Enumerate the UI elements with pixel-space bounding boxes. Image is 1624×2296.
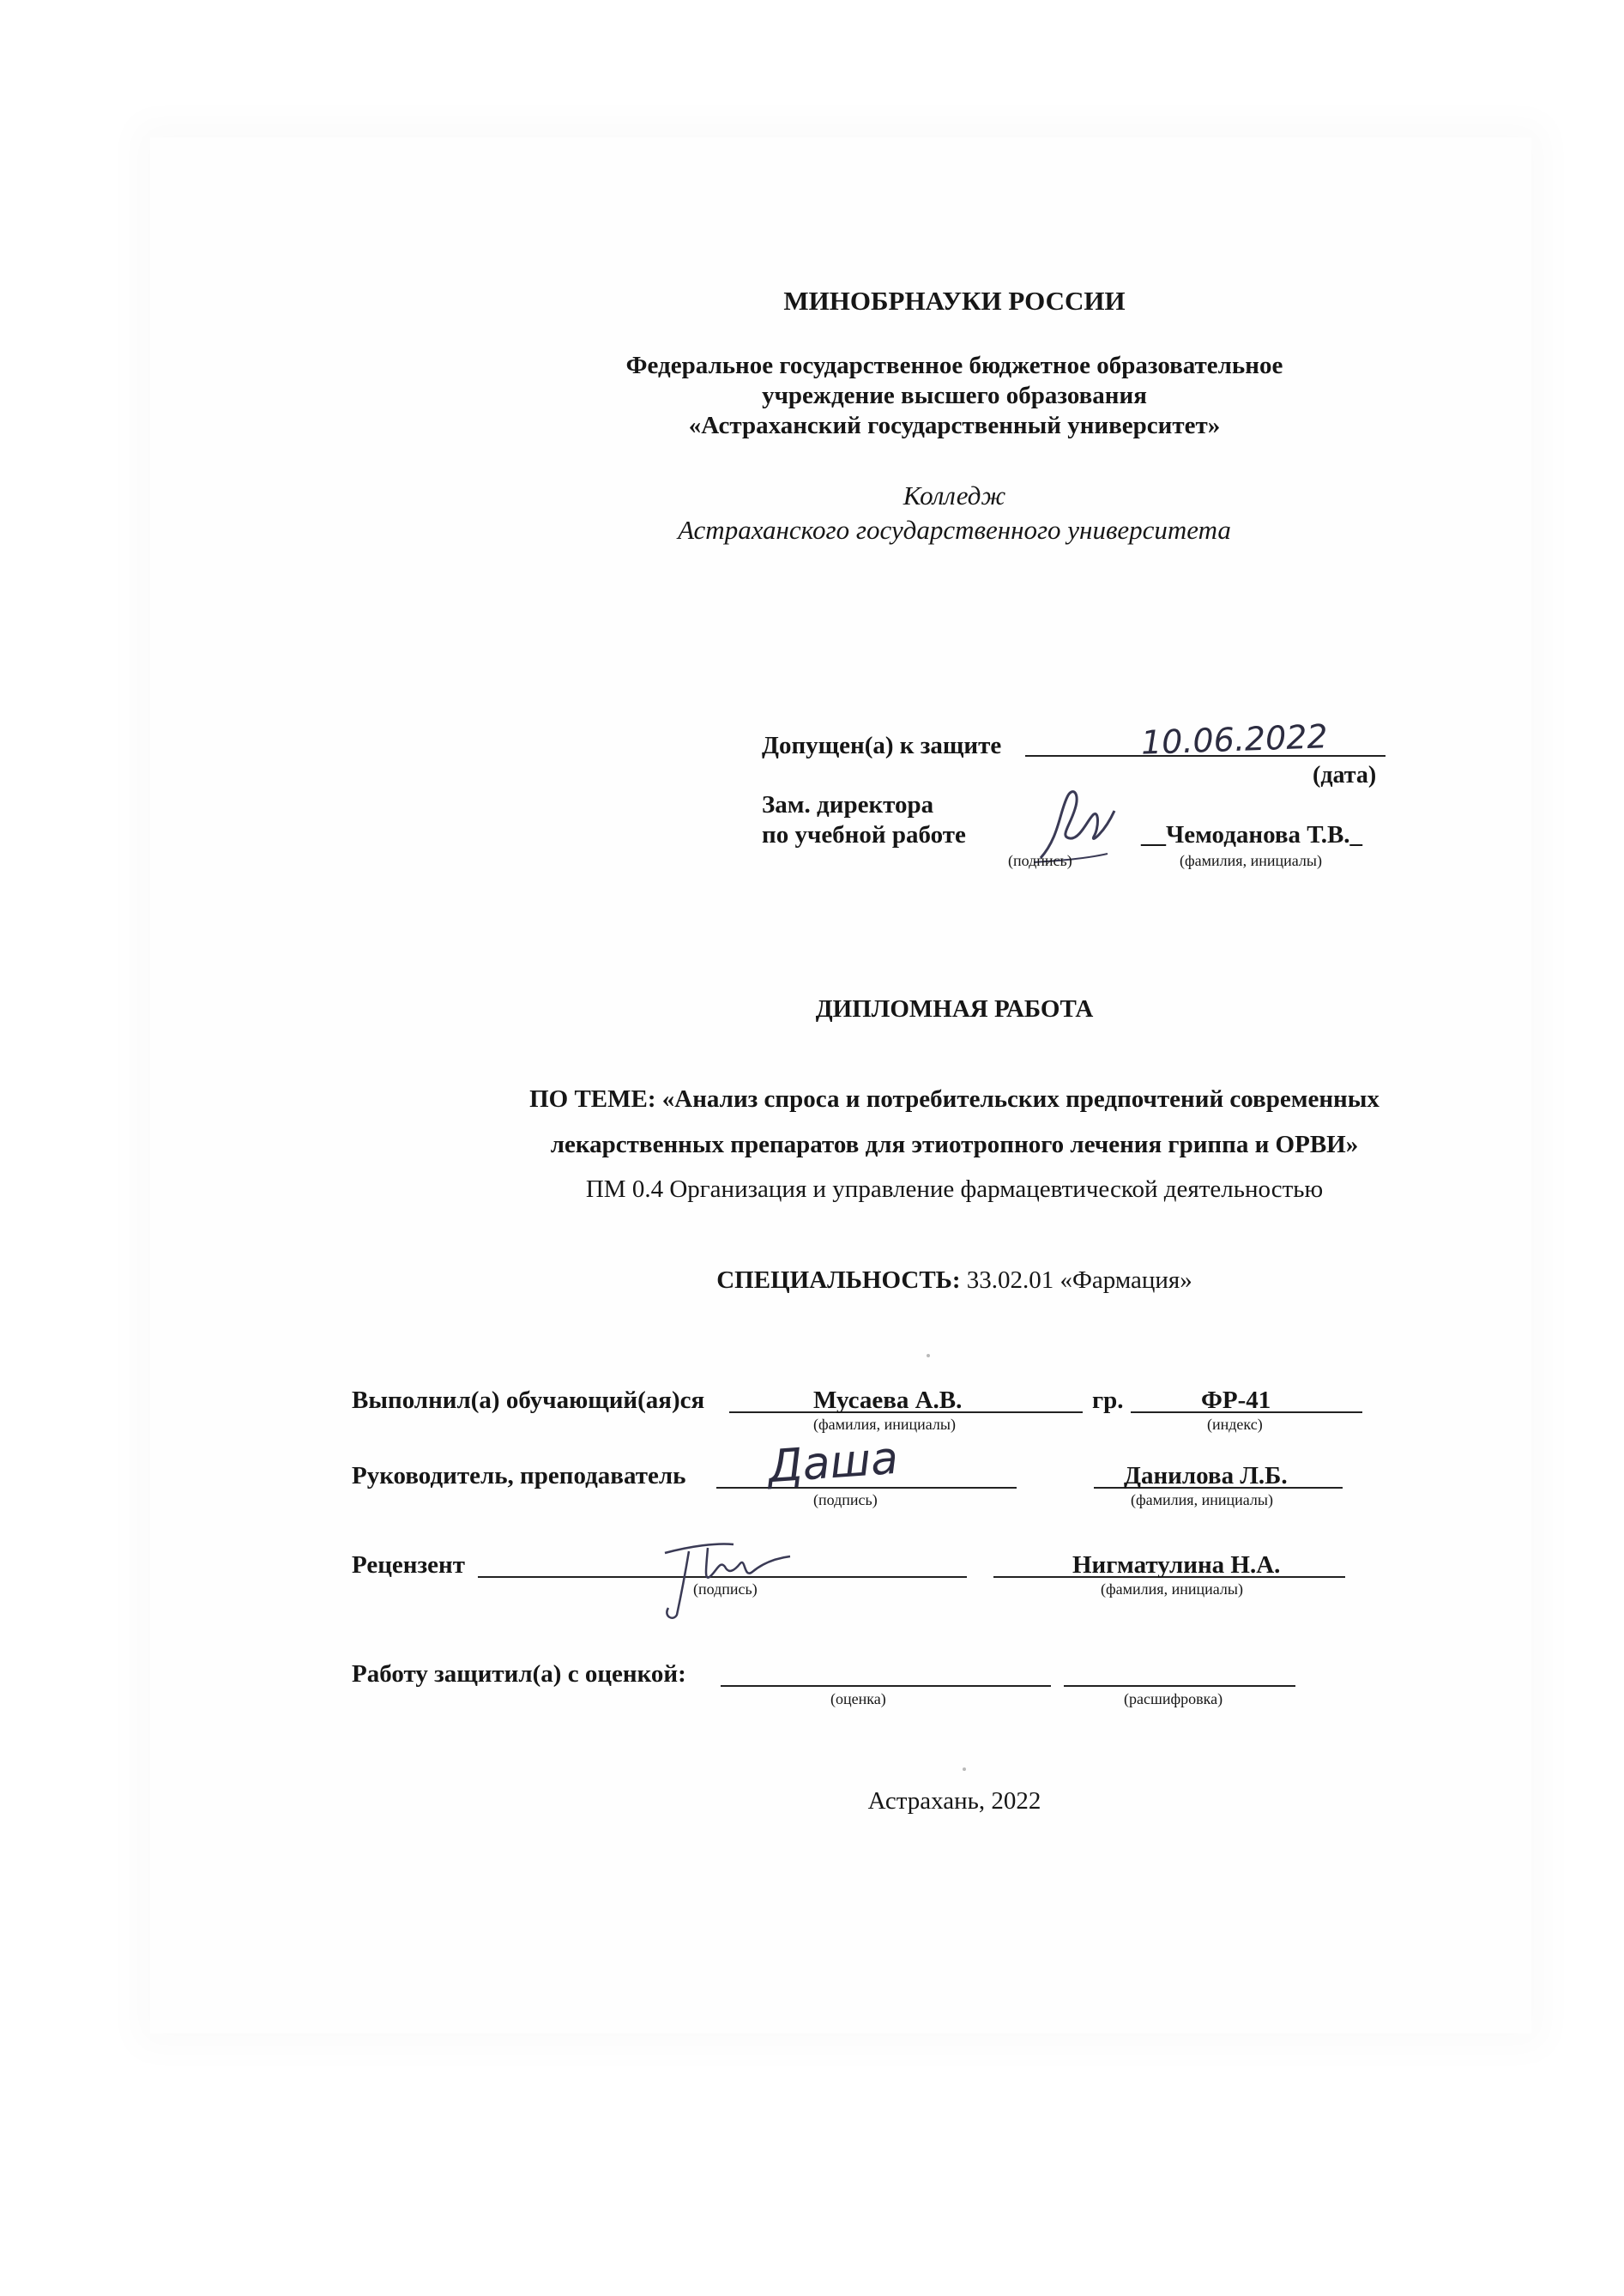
group-value: ФР-41 [1201, 1387, 1271, 1414]
deputy-signature-caption: (подпись) [1008, 852, 1072, 869]
grade-label: Работу защитил(а) с оценкой: [352, 1660, 686, 1688]
student-label: Выполнил(а) обучающий(ая)ся [352, 1387, 705, 1414]
college-line-1: Колледж [903, 480, 1006, 511]
specialty-value: 33.02.01 «Фармация» [960, 1266, 1192, 1294]
reviewer-signature-caption: (подпись) [693, 1580, 758, 1598]
work-type: ДИПЛОМНАЯ РАБОТА [815, 995, 1094, 1023]
grade-decode-line [1064, 1685, 1295, 1687]
student-name-caption: (фамилия, инициалы) [813, 1416, 956, 1433]
grade-decode-caption: (расшифровка) [1124, 1690, 1223, 1707]
specialty-label: СПЕЦИАЛЬНОСТЬ: [716, 1266, 961, 1294]
institution-line-3: «Астраханский государственный университет» [688, 412, 1221, 439]
deputy-name: __Чемоданова Т.В._ [1141, 821, 1363, 849]
grade-line [721, 1685, 1051, 1687]
supervisor-signature-caption: (подпись) [813, 1491, 878, 1508]
reviewer-label: Рецензент [352, 1551, 465, 1579]
city-year: Астрахань, 2022 [867, 1787, 1041, 1815]
supervisor-label: Руководитель, преподаватель [352, 1462, 686, 1489]
institution-line-1: Федеральное государственное бюджетное образовательное [625, 352, 1283, 379]
supervisor-name-caption: (фамилия, инициалы) [1131, 1491, 1273, 1508]
group-caption: (индекс) [1207, 1416, 1263, 1433]
reviewer-name: Нигматулина Н.А. [1072, 1551, 1281, 1579]
scan-speck [927, 1354, 930, 1357]
topic-line-1: ПО ТЕМЕ: «Анализ спроса и потребительских предпочтений современных [529, 1085, 1379, 1113]
student-name: Мусаева А.В. [813, 1387, 963, 1414]
college-line-2: Астраханского государственного университета [678, 515, 1231, 545]
reviewer-name-caption: (фамилия, инициалы) [1101, 1580, 1243, 1598]
deputy-title-line-2: по учебной работе [762, 821, 966, 849]
ministry-title: МИНОБРНАУКИ РОССИИ [783, 286, 1126, 316]
deputy-title-line-1: Зам. директора [762, 791, 934, 819]
institution-line-2: учреждение высшего образования [762, 382, 1147, 409]
date-caption: (дата) [1313, 762, 1377, 788]
topic-line-2: лекарственных препаратов для этиотропного лечения гриппа и ОРВИ» [550, 1131, 1359, 1158]
admitted-label: Допущен(а) к защите [762, 732, 1002, 759]
supervisor-signature: Даша [766, 1432, 900, 1494]
supervisor-signature-line [716, 1487, 1017, 1489]
scan-speck [963, 1767, 966, 1771]
specialty [0, 1266, 1624, 1295]
group-label: гр. [1092, 1387, 1124, 1414]
supervisor-name: Данилова Л.Б. [1124, 1462, 1288, 1489]
admitted-date-handwritten: 10.06.2022 [1140, 717, 1329, 762]
grade-caption: (оценка) [830, 1690, 886, 1707]
professional-module: ПМ 0.4 Организация и управление фармацевтической деятельностью [585, 1175, 1324, 1203]
deputy-name-caption: (фамилия, инициалы) [1180, 852, 1322, 869]
reviewer-signature [648, 1529, 794, 1623]
